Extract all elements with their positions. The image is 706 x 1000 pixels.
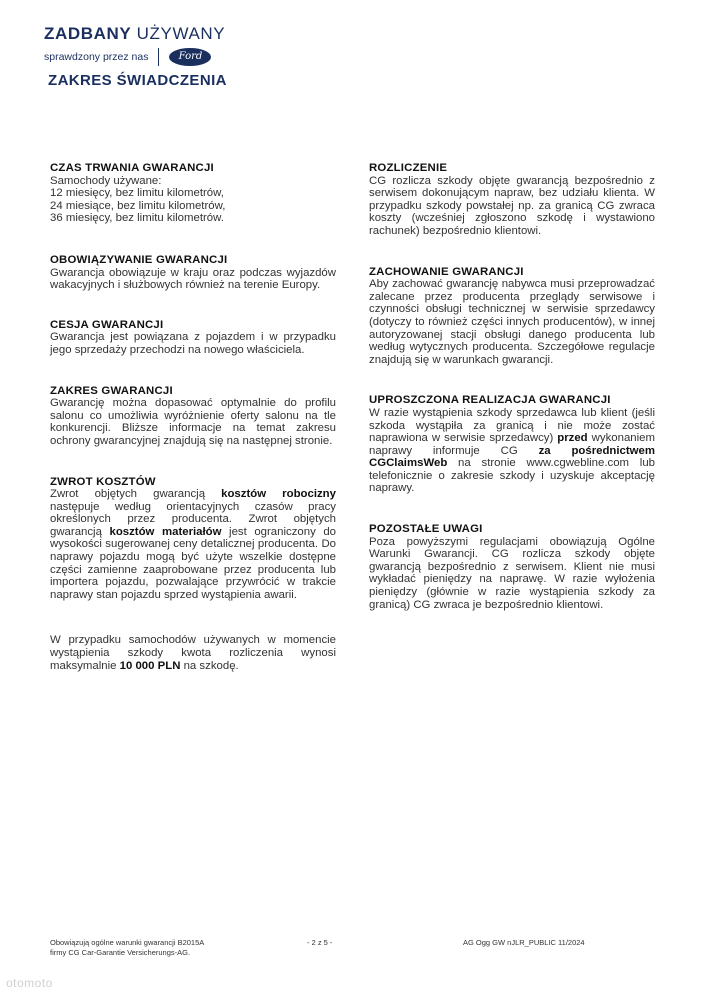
brand-tagline: sprawdzony przez nas [44,51,149,63]
scope-heading: ZAKRES GWARANCJI [50,384,173,397]
validity-heading: OBOWIĄZYWANIE GWARANCJI [50,253,228,266]
tagline-divider [158,48,159,66]
section-duration [50,162,336,225]
section-remarks [369,523,655,611]
settlement-heading: ROZLICZENIE [369,162,448,174]
ford-logo-icon: Ford [169,48,211,66]
duration-heading: CZAS TRWANIA GWARANCJI [50,162,214,174]
simplified-text-1: W razie wystąpienia szkody sprzedawca lub klient (jeśli szkoda wystąpiła za granicą i nie może zostać naprawiona w serwisie sprzedawcy) [369,406,655,445]
costs-labor-emphasis: kosztów robocizny [221,488,336,501]
simplified-text-2: wykonaniem naprawy informuje CG [369,432,655,457]
validity-text: Gwarancja obowiązuje w kraju oraz podczas wyjazdów wakacyjnych i służbowych również na terenie Europy. [50,266,336,292]
page-title: ZAKRES ŚWIADCZENIA [48,72,227,89]
footer-terms-line-1: Obowiązują ogólne warunki gwarancji B2015A [50,938,205,947]
costs-text-1: Zwrot objętych gwarancją [50,488,222,501]
section-maintenance [369,266,655,367]
limit-text-1: W przypadku samochodów używanych w momencie wystąpienia szkody kwota rozliczenia wynosi maksymalnie [50,634,336,672]
assignment-heading: CESJA GWARANCJI [50,318,164,331]
remarks-text: Poza powyższymi regulacjami obowiązują Ogólne Warunki Gwarancji. CG rozlicza szkody objęte gwarancją bezpośrednio z serwisem. Klient nie musi wykładać pieniędzy na naprawę. W razie wyłożenia pieniędzy (głównie w razie wystąpienia szkody za granicą) CG zwraca je bezpośrednio klientowi. [369,535,655,611]
scope-text: Gwarancję można dopasować optymalnie do profilu salonu co umożliwia wyróżnienie oferty salonu na tle konkurencji. Bliższe informacje na temat zakresu ochrony gwarancyjnej znajdują się na następnej stronie. [50,397,336,447]
watermark: otomoto [6,976,53,990]
section-settlement [369,162,655,238]
left-column [50,162,336,672]
brand-logo [44,24,227,44]
settlement-text: CG rozlicza szkody objęte gwarancją bezpośrednio z serwisem dokonującym napraw, bez udziału klienta. W przypadku szkody powstałej np. za granicą CG zwraca koszty (wcześniej zgłoszono szkodę i wystawiono rachunek) bezpośrednio klientowi. [369,174,655,237]
section-assignment [50,319,336,357]
simplified-text-3: na stronie www.cgwebline.com lub telefonicznie o zakresie szkody i uzyskuje akceptację naprawy. [369,457,655,495]
brand-bold: ZADBANY [44,24,132,43]
footer-document-code: AG Ogg GW nJLR_PUBLIC 11/2024 [463,938,585,947]
costs-text [50,488,336,601]
duration-line-4: 36 miesięcy, bez limitu kilometrów. [50,212,224,225]
page-header [44,24,227,89]
maintenance-text: Aby zachować gwarancję nabywca musi przeprowadzać zalecane przez producenta przeglądy serwisowe i czynności obsługi technicznej w serwisie sprzedawcy (dotyczy to również części innych producentów), w innej autoryzowanej stacji obsługi danego producenta lub według wytycznych producenta. Szczegółowe regulacje znajdują się w warunkach gwarancji. [369,278,655,366]
section-simplified [369,394,655,495]
simplified-before-emphasis: przed [557,432,588,445]
costs-material-emphasis: kosztów materiałów [109,525,222,538]
limit-amount: 10 000 PLN [119,659,181,672]
limit-text-2: na szkodę. [180,659,239,672]
brand-light: UŻYWANY [136,24,226,43]
section-limit [50,634,336,672]
simplified-heading: UPROSZCZONA REALIZACJA GWARANCJI [369,394,611,407]
duration-line-3: 24 miesiące, bez limitu kilometrów, [50,199,226,212]
duration-line-2: 12 miesięcy, bez limitu kilometrów, [50,187,224,200]
footer-terms [50,938,204,958]
duration-line-1: Samochody używane: [50,174,162,187]
limit-text [50,634,336,672]
footer-page-number: - 2 z 5 - [307,938,333,947]
simplified-claimsweb-emphasis: za pośrednictwem CGClaimsWeb [369,444,655,470]
costs-text-3: jest ograniczony do wysokości sugerowanej ceny detalicznej producenta. Do naprawy pojazdu mogą być użyte wszelkie dostępne części zamienne zaaprobowane przez producenta lub importera pojazdu, pozwalające przywrócić w trakcie naprawy stan pojazdu sprzed wystąpienia awarii. [50,525,336,601]
simplified-text [369,407,655,495]
maintenance-heading: ZACHOWANIE GWARANCJI [369,265,524,278]
section-scope [50,385,336,448]
section-costs [50,476,336,602]
costs-heading: ZWROT KOSZTÓW [50,475,156,488]
brand-tagline-row [44,48,227,66]
section-validity [50,254,336,292]
assignment-text: Gwarancja jest powiązana z pojazdem i w przypadku jego sprzedaży przechodzi na nowego właściciela. [50,331,336,356]
footer-terms-line-2: firmy CG Car-Garantie Versicherungs-AG. [50,948,191,957]
right-column [369,162,655,611]
remarks-heading: POZOSTAŁE UWAGI [369,523,483,536]
costs-text-2: następuje według orientacyjnych czasów pracy określonych przez producenta. Zwrot objętych gwarancją [50,500,336,538]
